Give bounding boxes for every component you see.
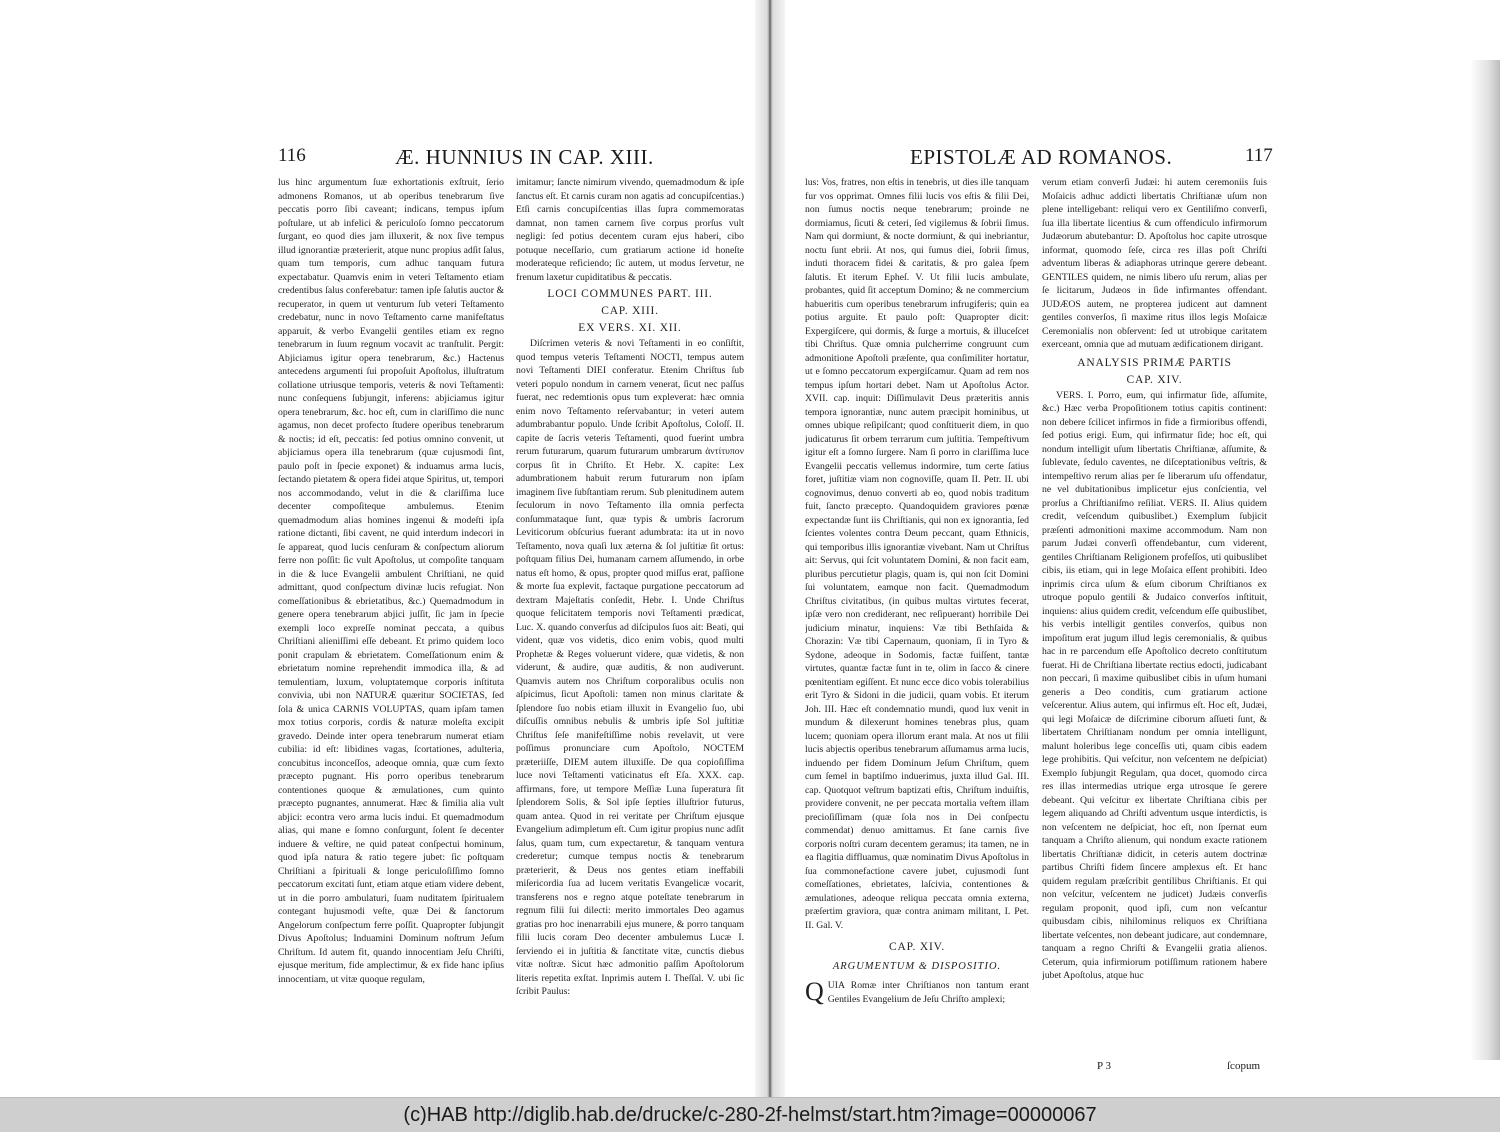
catchword: ſcopum [1227,1060,1260,1072]
book-gutter [755,0,785,1097]
right-running-head: EPISTOLÆ AD ROMANOS. [910,145,1173,169]
left-running-head: Æ. HUNNIUS IN CAP. XIII. [395,145,654,169]
argumentum-heading: ARGUMENTUM & DISPOSITIO. [832,961,1002,972]
analysis-cap-heading: CAP. XIV. [1126,373,1183,386]
right-column-2 [1042,176,1267,1046]
page-edge-shadow [1470,60,1500,1060]
left-col2-body: Diſcrimen veteris & novi Teſtamenti in eo conſiſtit, quod tempus veteris Teſtamenti NOCTI, tempus autem novi Teſtamenti DIEI conferatur. Etenim Chriſtus ſub veteri populo nondum in carnem venerat, ſicut nec paſſus fuerat, nec redemtionis opus tum expleverat: hæc omnia enim novo Teſtamento reſervabantur; in veteri autem adumbrabantur populo. Unde ſcribit Apoſtolus, Coloſſ. II. capite de ſacris veteris Teſtamenti, quod fuerint umbra rerum futurarum, quarum futurarum umbrarum ἀντίτυπον corpus ſit in Chriſto. Et Hebr. X. capite: Lex adumbrationem habuit rerum futurarum non ipſam imaginem ſive ſubſtantiam rerum. Sub plenitudinem autem ſeculorum in novo Teſtamento illa omnia perfecta conſummataque ſunt, quæ typis & umbris ſacrorum Leviticorum obſcurius fuerant adumbrata: ita ut in novo Teſtamento, nova quaſi lux æterna & ſol juſtitiæ ſit ortus: poſtquam filius Dei, humanam carnem aſſumendo, in orbe natus eſt homo, & opus, propter quod miſſus erat, paſſione & morte ſua explevit, factaque purgatione peccatorum ad dextram Majeſtatis conſedit, Hebr. I. Unde Chriſtus quoque felicitatem temporis novi Teſtamenti prædicat, Luc. X. quando converſus ad diſcipulos ſuos ait: Beati, qui vident, quæ vos videtis, dico enim vobis, quod multi Prophetæ & Reges voluerunt videre, quæ videtis, & non viderunt, & audire, quæ auditis, & non audiverunt. Quamvis autem nos Chriſtum corporalibus oculis non aſpicimus, ſicut Apoſtoli: tamen non minus claritate & ſplendore ſuo nobis etiam illuxit in Evangelio ſuo, ubi diſcuſſis omnibus nebulis & umbris ipſe Sol juſtitiæ Chriſtus ſeſe manifeſtiſſime nobis revelavit, ut vere poſſimus pronunciare cum Apoſtolo, NOCTEM præteriiſſe, DIEM autem illuxiſſe. De qua copioſiſſima luce novi Teſtamenti vaticinatus eſt Eſa. XXX. cap. affirmans, fore, ut tempore Meſſiæ Luna ſuperatura ſit ſplendorem Solis, & Sol ipſe ſepties illuſtrior futurus, quam antea. Quod in rei veritate per Chriſtum ejusque Evangelium adimpletum eſt. Cum igitur propius nunc adſit ſalus, quam tum, cum expectaretur, & tanquam ventura crederetur; cumque tempus noctis & tenebrarum præterierit, & Deus nos gentes etiam ineffabili miſericordia ſua ad lucem veritatis Evangelicæ vocarit, transferens nos e regno atque poteſtate tenebrarum in regnum filii ſui dilecti: merito immortales Deo agamus gratias pro hoc inenarrabili ejus munere, & porro tanquam filii lucis coram Deo decenter ambulemus Lucæ I. ſerviendo ei in juſtitia & ſanctitate vitæ, cunctis diebus vitæ noſtræ. Sicut hæc admonitio paſſim Apoſtolorum literis repetita exſtat. Inprimis autem I. Theſſal. V. ubi ſic ſcribit Paulus: [516,338,744,997]
argumentum-paragraph [805,979,1029,1006]
analysis-heading: ANALYSIS PRIMÆ PARTIS [1077,356,1232,369]
left-col2-intro: imitamur; ſancte nimirum vivendo, quemadmodum & ipſe ſanctus eſt. Et carnis curam non agatis ad concupiſcentias.) Etſi carnis concupiſcentias illas ſupra commemoratas damnat, non tamen carnem ſive corpus prorſus vult negligi: ſed potius decentem curam ejus haberi, cibo potuque neceſſario, cum gratiarum actione id honeſte moderateque reficiendo; ſic autem, ut modus ſervetur, ne frenum laxetur cupiditatibus & peccatis. [516,177,744,283]
copyright-footer: (c)HAB http://diglib.hab.de/drucke/c-280-2f-helmst/start.htm?image=00000067 [0,1097,1500,1132]
right-column-1 [805,176,1029,1071]
left-column-2 [516,176,744,1071]
ex-vers-heading: EX VERS. XI. XII. [578,322,682,334]
argumentum-text: UIA Romæ inter Chriſtianos non tantum erant Gentiles Evangelium de Jeſu Chriſto amplexi; [827,980,1029,1005]
right-page [785,0,1500,1097]
left-column-1 [278,176,504,1071]
drop-cap: Q [805,977,824,1006]
right-col2-body: VERS. I. Porro, eum, qui infirmatur ſide, aſſumite, &c.) Hæc verba Propoſitionem totius capitis continent: non debere ſcilicet infirmos in fide a firmioribus offendi, ſed potius erigi. Eum, qui infirmatur ſide; hoc eſt, qui nondum intelligit uſum libertatis Chriſtianæ, aſſumite, & ſublevate, ſedulo caventes, ne diſceptationibus veſtris, & intempeſtivo rerum alias per ſe liberarum uſu offendatur, ne vel dubitationibus implicetur ejus conſcientia, vel prorſus a Chriſtianiſmo reſiliat. VERS. II. Alius quidem credit, veſcendum quibuslibet.) Exemplum ſubjicit præſenti admonitioni maxime accommodum. Nam non parum Judæi converſi offendebantur, cum viderent, gentiles Chriſtianam Religionem profeſſos, uti quibuslibet cibis, iis etiam, qui in lege Moſaica eſſent prohibiti. Ideo inprimis circa uſum & eſum ciborum Chriſtianos ex utroque populo gentili & Judaico converſos inſtituit, inquiens: alius quidem credit, veſcendum eſſe quibuslibet, his verbis intelligit gentiles converſos, quibus non impoſitum erat jugum illud legis ceremonialis, & quibus hac in re parcendum eſſe Apoſtolico decreto conſtitutum fuerat. Hi de Chriſtiana libertate rectius edocti, judicabant non peccari, ſi maxime quibuslibet cibis in uſum humani generis a Deo conditis, cum gratiarum actione veſcerentur. Alius autem, qui infirmus eſt. Hoc eſt, Judæi, qui legi Moſaicæ de diſcrimine ciborum aſſueti ſunt, & libertatem Chriſtianam nondum per omnia intelligunt, malunt holeribus lege conceſſis uti, quam cibis eadem lege prohibitis. Qui veſcitur, non veſcentem ne deſpiciat) Exemplo ſubjungit Regulam, qua docet, quomodo circa res illas intermedias utrique erga utrosque ſe gerere debeant. Qui veſcitur ex libertate Chriſtiana cibis per legem aliquando ad Chriſti adventum usque interdictis, is non veſcentem ne deſpiciat, hoc eſt, non ſpernat eum tanquam a Chriſto alienum, qui nondum exacte rationem libertatis Chriſtianæ didicit, in ceteris autem doctrinæ partibus Chriſti fidem ſincere amplexus eſt. Et hanc quidem regulam præſcribit gentilibus Chriſtianis. Et qui non veſcitur, veſcentem ne judicet) Judæis converſis regulam proponit, quod ipſi, cum non veſcantur quibusdam cibis, nihilominus reliquos ex Chriſtiana libertate veſcentes, non debeant judicare, aut condemnare, tanquam a regno Chriſti & Evangelii gratia alienos. Ceterum, quia infirmiorum potiſſimum rationem habere jubet Apoſtolus, atque huc [1042,389,1267,981]
signature-mark: P 3 [1097,1060,1111,1072]
left-page [0,0,755,1097]
loci-communes-heading: LOCI COMMUNES PART. III. [547,288,713,300]
right-col1-text: lus: Vos, fratres, non eſtis in tenebris, ut dies ille tanquam fur vos opprimat. Omnes filii lucis vos eſtis & filii Dei, non ſumus noctis neque tenebrarum; proinde ne dormiamus, ſicuti & ceteri, ſed vigilemus & ſobrii ſimus. Nam qui dormiunt, & nocte dormiunt, & qui inebriantur, noctu ſunt ebrii. At nos, qui ſumus diei, ſobrii ſimus, induti thoracem fidei & caritatis, & pro galea ſpem ſalutis. Et iterum Epheſ. V. Ut filii lucis ambulate, probantes, quid ſit acceptum Domino; & ne commercium habueritis cum operibus tenebrarum infrugiferis; quin ea potius arguite. Et paulo poſt: Quapropter dicit: Expergiſcere, qui dormis, & ſurge a mortuis, & illuceſcet tibi Chriſtus. Quæ omnia pulcherrime congruunt cum admonitione Apoſtoli præſente, qua conſimiliter hortatur, ut e ſomno peccatorum expergiſcamur. Quam ad rem nos tempus ipſum hortari debet. Nam ut Apoſtolus Actor. XVII. cap. inquit: Diſſimulavit Deus præteritis annis tempora ignorantiæ, nunc autem præcipit hominibus, ut omnes ubique reſipiſcant; quod conſtituerit diem, in quo judicaturus ſit orbem terrarum cum juſtitia. Tempeſtivum igitur eſt a ſomno ſurgere. Nam ſi porro in clariſſima luce Evangelii peccatis vellemus indormire, tum certe ſatius foret, juſtitiæ viam non cognoviſſe, quam II. Petr. II. ubi cognovimus, denuo converti ab eo, quod nobis traditum fuit, ſancto præcepto. Quandoquidem graviores pœnæ expectandæ ſunt iis Chriſtianis, qui non ex ignorantia, ſed ſcientes volentes contra Deum peccant, quam Ethnicis, qui temporibus illis ignorantiæ vivebant. Nam ut Chriſtus ait: Servus, qui ſcit voluntatem Domini, & non facit eam, pluribus percutietur plagis, quam is, qui non ſcit Domini ſui voluntatem, eamque non facit. Quemadmodum Chriſtus civitatibus, (in quibus multas virtutes fecerat, ipſæ vero non crediderant, nec reſipuerant) horribile Dei judicium minatur, inquiens: Væ tibi Bethſaida & Chorazin: Væ tibi Capernaum, quoniam, ſi in Tyro & Sydone, adeoque in Sodomis, factæ fuiſſent, tantæ virtutes, quantæ factæ ſunt in te, olim in ſacco & cinere pœnitentiam egiſſent. Et nunc ecce dico vobis tolerabilius erit Tyro & Sidoni in die judicii, quam vobis. Et iterum Joh. III. Hæc eſt condemnatio mundi, quod lux venit in mundum & dilexerunt homines tenebras plus, quam lucem; quoniam opera illorum erant mala. At nos ut filii lucis abjectis operibus tenebrarum aſſumamus arma lucis, induendo per fidem Dominum Jeſum Chriſtum, quem cum ſemel in baptiſmo induerimus, juxta illud Gal. III. cap. Quotquot veſtrum baptizati eſtis, Chriſtum induiſtis, providere convenit, ne per peccata mortalia veſtem illam precioſiſſimam (quæ ſola nos in Dei conſpectu commendat) denuo amittamus. Et ſane carnis ſive corporis noſtri curam decentem geramus; ita tamen, ne in ea flagitia diffluamus, quæ nominatim Divus Apoſtolus in ſua commonefactione cavere jubet, cujusmodi ſunt comeſſationes, ebrietates, laſcivia, contentiones & æmulationes, adeoque reliqua peccata omnia externa, præſertim graviora, quæ contra animam militant, I. Pet. II. Gal. V. [805,177,1029,931]
right-page-number: 117 [1245,145,1273,166]
left-col1-text: lus hinc argumentum ſuæ exhortationis exſtruit, ſerio admonens Romanos, ut ab operibus tenebrarum ſive peccatis porro ſibi caveant; indicans, tempus ipſum poſtulare, ut ab infelici & periculoſo ſomno peccatorum ſurgant, eo quod dies jam illuxerit, & nox ſive tempus illud ignorantiæ præterierit, atque nunc propius adſit ſalus, quam tum temporis, cum adhuc tanquam futura expectabatur. Quamvis enim in veteri Teſtamento etiam credentibus ſalus conferebatur: tamen ipſe ſalutis auctor & recuperator, in quem ut venturum ſub veteri Teſtamento credebatur, nunc in novo Teſtamento carne manifeſtatus apparuit, & verbo Evangelii gentiles etiam ex regno tenebrarum in ſuum regnum vocavit ac tranſtulit. Pergit: Abjiciamus igitur opera tenebrarum, &c.) Hactenus antecedens argumenti ſui propoſuit Apoſtolus, illuſtratum collatione utriusque temporis, veteris & novi Teſtamenti: nunc conſequens ſubjungit, inferens: abjiciamus igitur opera tenebrarum, &c. hoc eſt, cum in clariſſimo die nunc agamus, non decet profecto ſtudere operibus tenebrarum & noctis; id eſt, peccatis: ſed potius omnino convenit, ut abjiciamus opera illa tenebrarum (quæ cujusmodi ſint, paulo poſt in ſpecie exponet) & induamus arma lucis, ſectando pietatem & opera fidei atque Spiritus, ut, tempori nos accommodando, velut in die & clariſſima luce decenter compoſiteque ambulemus. Etenim quemadmodum alias homines ingenui & modeſti ipſa ratione dictanti, ſibi cavent, ne quid interdum indecori in ſe appareat, quod lucis cenſuram & conſpectum aliorum ferre non poſſit: ſic vult Apoſtolus, ut compoſite tanquam in die & luce Evangelii ambulent Chriſtiani, ne quid admittant, quod conſpectum divinæ lucis refugiat. Non comeſſationibus & ebrietatibus, &c.) Quemadmodum in genere opera tenebrarum abjici juſſit, ſic jam in ſpecie exempli loco expreſſe nominat peccata, a quibus Chriſtiani alieniſſimi eſſe debeant. Et primo quidem loco ponit crapulam & ebrietatem. Comeſſationum enim & ebrietatum nomine reprehendit immodica illa, & ad temulentiam, luxum, voluptatemque corporis inſtituta convivia, ubi non NATURÆ quæritur SOCIETAS, ſed ſola & unica CARNIS VOLUPTAS, quam ipſam tamen mox totius corporis, cordis & naturæ moleſta excipit gravedo. Deinde inter opera tenebrarum numerat etiam cubilia: id eſt: libidines vagas, ſcortationes, adulteria, concubitus inconceſſos, adeoque omnia, quæ cum ſexto præcepto pugnant. His porro operibus tenebrarum contentiones quoque & æmulationes, cum quinto præcepto pugnantes, annumerat. Hæc & ſimilia alia vult abjici: econtra vero arma lucis indui. Et quemadmodum alias, qui mane e ſomno conſurgunt, ſolent ſe decenter induere & veſtire, ne quid pateat conſpectui hominum, quod ipſa natura & ratio tegere jubet: ſic poſtquam Chriſtiani a ſpirituali & longe periculoſiſſimo ſomno peccatorum excitati ſunt, etiam atque etiam videre debent, ut in die porro ambulaturi, ſuam nuditatem ſpiritualem contegant hujusmodi veſte, quæ Dei & ſanctorum Angelorum conſpectum ferre poſſit. Quapropter ſubjungit Divus Apoſtolus; Induamini Dominum noſtrum Jeſum Chriſtum. Id autem fit, quando innocentiam Jeſu Chriſti, ejusque meritum, fide amplectimur, & ex fide hanc ipſius innocentiam, ut vitæ quoque regulam, [278,177,504,985]
cap-xiv-heading: CAP. XIV. [889,941,945,953]
left-page-number: 116 [278,145,306,166]
cap-xiii-heading: CAP. XIII. [601,305,659,317]
right-col2-intro: verum etiam converſi Judæi: hi autem ceremoniis ſuis Moſaicis adhuc addicti libertatis Chriſtianæ uſum non plene intelligebant: reliqui vero ex Gentiliſmo converſi, ſua illa libertate licentius & cum offendiculo infirmorum Judæorum abutebantur: D. Apoſtolus hoc capite utrosque informat, quomodo ſeſe, circa res illas poſt Chriſti adventum liberas & adiaphoras utrinque gerere debeant. GENTILES quidem, ne nimis libero uſu rerum, alias per ſe licitarum, Judæos in ſide infirmantes offendant. JUDÆOS autem, ne propterea judicent aut damnent gentiles converſos, ſi maxime ritus illos legis Moſaicæ Ceremonialis non obſervent: ſed ut utrobique caritatem exerceant, omnia que ad mutuam ædificationem dirigant. [1042,177,1267,350]
